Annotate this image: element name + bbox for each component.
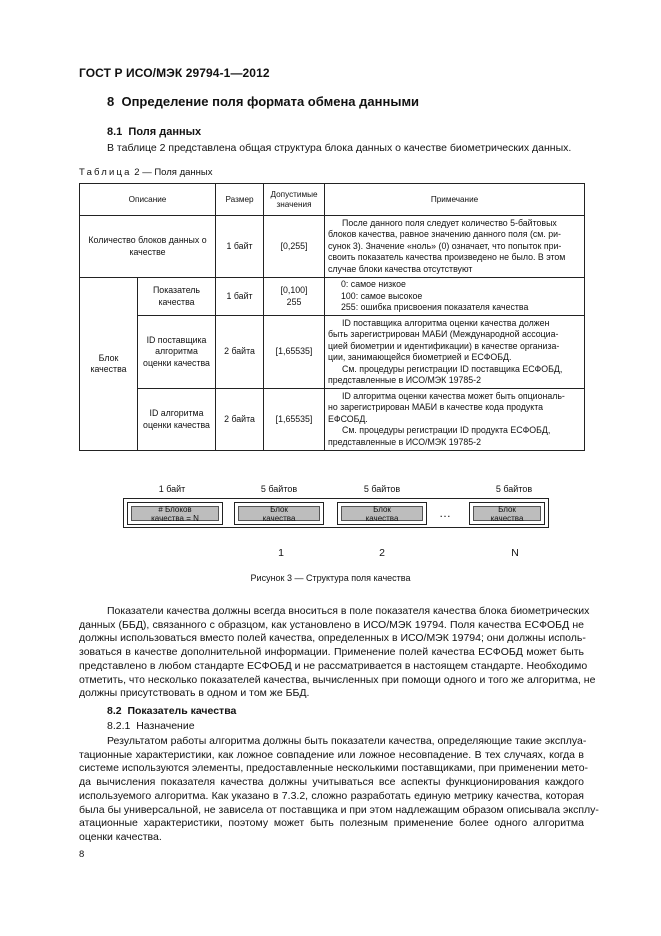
page-number: 8 <box>79 849 85 860</box>
figure-cell-block: Блок качества <box>234 502 324 525</box>
table-row <box>80 389 585 451</box>
figure-block-number: 2 <box>379 547 385 559</box>
subsection-81-heading <box>107 126 201 138</box>
row1-size: 1 байт <box>216 216 264 278</box>
row4-description: ID алгоритма оценки качества <box>138 389 216 451</box>
header-note: Примечание <box>325 184 585 216</box>
figure-cell-block: Блок качества <box>337 502 427 525</box>
row4-size: 2 байта <box>216 389 264 451</box>
table-caption-prefix: Таблица <box>79 167 132 178</box>
header-allowed: Допустимые значения <box>264 184 325 216</box>
paragraph-quality-scores: Показатели качества должны всегда вноситься в поле показателя качества блока биометрических данных (ББД), связанного с образцом, как установлено в ИСО/МЭК 19794. Поля качества ЕСФОБД не должны использоваться вместо полей качества, определенных в ИСО/МЭК 19794; они должны исполь- зоваться в качестве дополнительной информации. Применение полей качества ЕСФОБД может быть представлено в любом стандарте ЕСФОБД и не рассматривается в настоящем стандарте. Необходимо отметить, что несколько показателей качества, вычисленных при помощи одного и того же алгоритма, не должны присутствовать в одном и том же ББД. <box>79 605 596 700</box>
table-caption <box>79 167 213 178</box>
figure-caption: Рисунок 3 — Структура поля качества <box>250 573 411 583</box>
figure-cell-count: # Блоков качества = N <box>127 502 223 525</box>
row4-allowed: [1,65535] <box>264 389 325 451</box>
row4-note: ID алгоритма оценки качества может быть опциональ- но зарегистрирован МАБИ в качестве кода продукта ЕФСОБД. См. процедуры регистрации ID продукта ЕСФОБД, представленные в ИСО/МЭК 19785-2 <box>325 389 585 451</box>
row1-note: После данного поля следует количество 5-байтовых блоков качества, равное значению данного поля (см. ри- сунок 3). Значение «ноль» (0) означает, что попыток при- своить показатель качества произведено не было. В этом случае блоки качества отсутствуют <box>325 216 585 278</box>
table-row <box>80 278 585 316</box>
figure-size-label: 1 байт <box>158 484 186 494</box>
block-label: Блок качества <box>80 278 138 451</box>
data-fields-table <box>79 183 585 451</box>
row1-allowed: [0,255] <box>264 216 325 278</box>
section-title: Определение поля формата обмена данными <box>121 94 420 109</box>
section-number: 8 <box>107 94 115 109</box>
header-size: Размер <box>216 184 264 216</box>
figure-block-number: 1 <box>278 547 284 559</box>
row3-description: ID поставщика алгоритма оценки качества <box>138 316 216 389</box>
quality-field-figure <box>123 481 549 561</box>
table-caption-rest: 2 — Поля данных <box>131 167 213 178</box>
row2-allowed: [0,100] 255 <box>264 278 325 316</box>
row3-note: ID поставщика алгоритма оценки качества должен быть зарегистрирован МАБИ (Международной ассоциа- цией биометрии и идентификации) в качестве организа- ции, занимающейся биометрией и ЕСФОБД. См. процедуры регистрации ID поставщика ЕСФОБД, представленные в ИСО/МЭК 19785-2 <box>325 316 585 389</box>
figure-size-label: 5 байтов <box>495 484 533 494</box>
figure-block-number: N <box>511 547 519 559</box>
paragraph-purpose: Результатом работы алгоритма должны быть показатели качества, определяющие такие эксплуа- тационные характеристики, как ложное совпадение или ложное несовпадение. В тех случаях, когда в системе используются элементы, предоставленные несколькими поставщиками, при применении мето- да вычисления показателя качества должны учитываться все аспекты функционирования каждого используемого алгоритма. Как указано в 7.3.2, сложно разработать единую метрику качества, которая была бы универсальной, не зависела от поставщика и при этом надлежащим образом описывала эксплу- атационные характеристики, поэтому может быть полезным применение более одного алгоритма оценки качества. <box>79 735 599 843</box>
subsection-82-heading: 8.2 Показатель качества <box>107 705 237 717</box>
figure-ellipsis: … <box>439 506 451 520</box>
figure-size-label: 5 байтов <box>363 484 401 494</box>
header-description: Описание <box>80 184 216 216</box>
figure-size-label: 5 байтов <box>260 484 298 494</box>
intro-paragraph: В таблице 2 представлена общая структура блока данных о качестве биометрических данных. <box>107 142 572 154</box>
row1-description: Количество блоков данных о качестве <box>80 216 216 278</box>
table-header-row <box>80 184 585 216</box>
section-heading <box>107 94 419 109</box>
table-row <box>80 216 585 278</box>
figure-cell-block: Блок качества <box>469 502 545 525</box>
subsection-81-title: Поля данных <box>128 126 202 138</box>
row2-note: 0: самое низкое 100: самое высокое 255: ошибка присвоения показателя качества <box>325 278 585 316</box>
row2-description: Показатель качества <box>138 278 216 316</box>
subsection-81-number: 8.1 <box>107 126 123 138</box>
table-row <box>80 316 585 389</box>
subsection-821-heading: 8.2.1 Назначение <box>107 720 195 732</box>
row3-size: 2 байта <box>216 316 264 389</box>
row2-size: 1 байт <box>216 278 264 316</box>
row3-allowed: [1,65535] <box>264 316 325 389</box>
document-header: ГОСТ Р ИСО/МЭК 29794-1—2012 <box>79 66 270 80</box>
